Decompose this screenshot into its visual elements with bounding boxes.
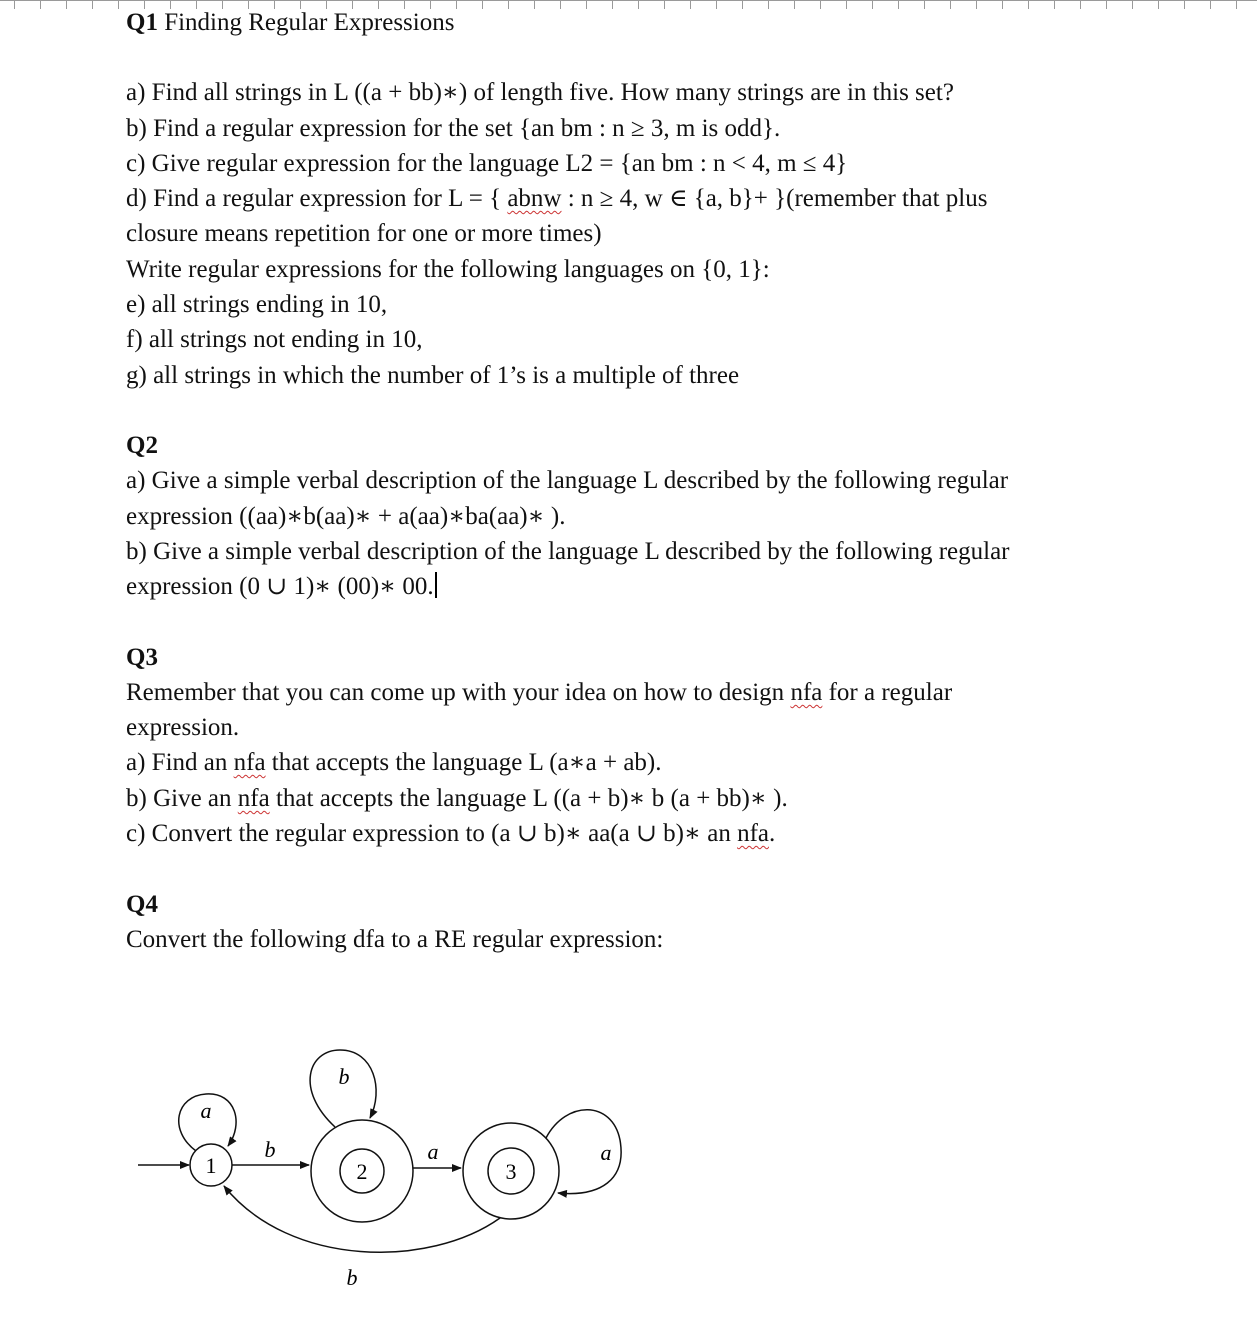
q3-part-c-pre: c) Convert the regular expression to (a ∪ b)∗ aa(a ∪ b)∗ an (126, 820, 738, 847)
q2-part-a: a) Give a simple verbal description of the language L described by the following regular (126, 467, 1009, 494)
q2-heading: Q2 (126, 432, 158, 459)
state-2-label: 2 (356, 1159, 368, 1184)
q3-intro-pre: Remember that you can come up with your idea on how to design (126, 679, 791, 706)
q1-intro: Write regular expressions for the following languages on {0, 1}: (126, 256, 770, 283)
q3-heading: Q3 (126, 644, 158, 671)
q1-part-d-pre: d) Find a regular expression for L = { (126, 185, 508, 212)
edge-1-to-2-label: b (264, 1137, 276, 1162)
q3-intro-nfa: nfa (790, 679, 823, 706)
q3-intro-post: for a regular (822, 679, 953, 706)
q3-part-a-pre: a) Find an (126, 749, 234, 776)
q3-part-a-nfa: nfa (233, 749, 266, 776)
q3-part-b-nfa: nfa (237, 785, 270, 812)
loop-2-label: b (338, 1064, 350, 1089)
q1-title: Finding Regular Expressions (164, 9, 455, 36)
q1-part-a: a) Find all strings in L ((a + bb)∗) of length five. How many strings are in this set? (126, 79, 954, 106)
state-3 (463, 1123, 559, 1219)
q1-part-g: g) all strings in which the number of 1’s is a multiple of three (126, 362, 740, 389)
q1-part-d-post: : n ≥ 4, w ∈ {a, b}+ }(remember that plus (561, 185, 988, 212)
q1-part-b: b) Find a regular expression for the set {an bm : n ≥ 3, m is odd}. (126, 115, 781, 142)
q1-part-f: f) all strings not ending in 10, (126, 326, 423, 353)
q2-part-a-cont: expression ((aa)∗b(aa)∗ + a(aa)∗ba(aa)∗ ). (126, 503, 566, 530)
state-3-label: 3 (505, 1159, 517, 1184)
loop-1-label: a (200, 1098, 212, 1123)
q3-part-b-pre: b) Give an (126, 785, 238, 812)
edge-3-to-1-label: b (346, 1265, 358, 1290)
q3-part-a-post: that accepts the language L (a∗a + ab). (265, 749, 662, 776)
q4-text: Convert the following dfa to a RE regular expression: (126, 926, 664, 953)
q1-part-e: e) all strings ending in 10, (126, 291, 388, 318)
q3-part-b-post: that accepts the language L ((a + b)∗ b (a + bb)∗ ). (269, 785, 788, 812)
q4-heading: Q4 (126, 891, 158, 918)
q1-label: Q1 (126, 9, 158, 36)
q2-part-b: b) Give a simple verbal description of the language L described by the following regular (126, 538, 1010, 565)
state-2 (311, 1120, 413, 1222)
state-1-label: 1 (205, 1153, 217, 1178)
q1-part-d-word: abnw (507, 185, 562, 212)
q3-intro-cont: expression. (126, 714, 240, 741)
q3-part-c-post: . (769, 820, 776, 847)
q2-part-b-cont-text: expression (0 ∪ 1)∗ (00)∗ 00. (126, 573, 434, 600)
q3-part-c-nfa: nfa (737, 820, 769, 847)
q1-part-c: c) Give regular expression for the language L2 = {an bm : n < 4, m ≤ 4} (126, 150, 848, 177)
edge-2-to-3-label: a (427, 1139, 439, 1164)
q1-part-d-cont: closure means repetition for one or more times) (126, 220, 602, 247)
loop-3-label: a (600, 1140, 612, 1165)
